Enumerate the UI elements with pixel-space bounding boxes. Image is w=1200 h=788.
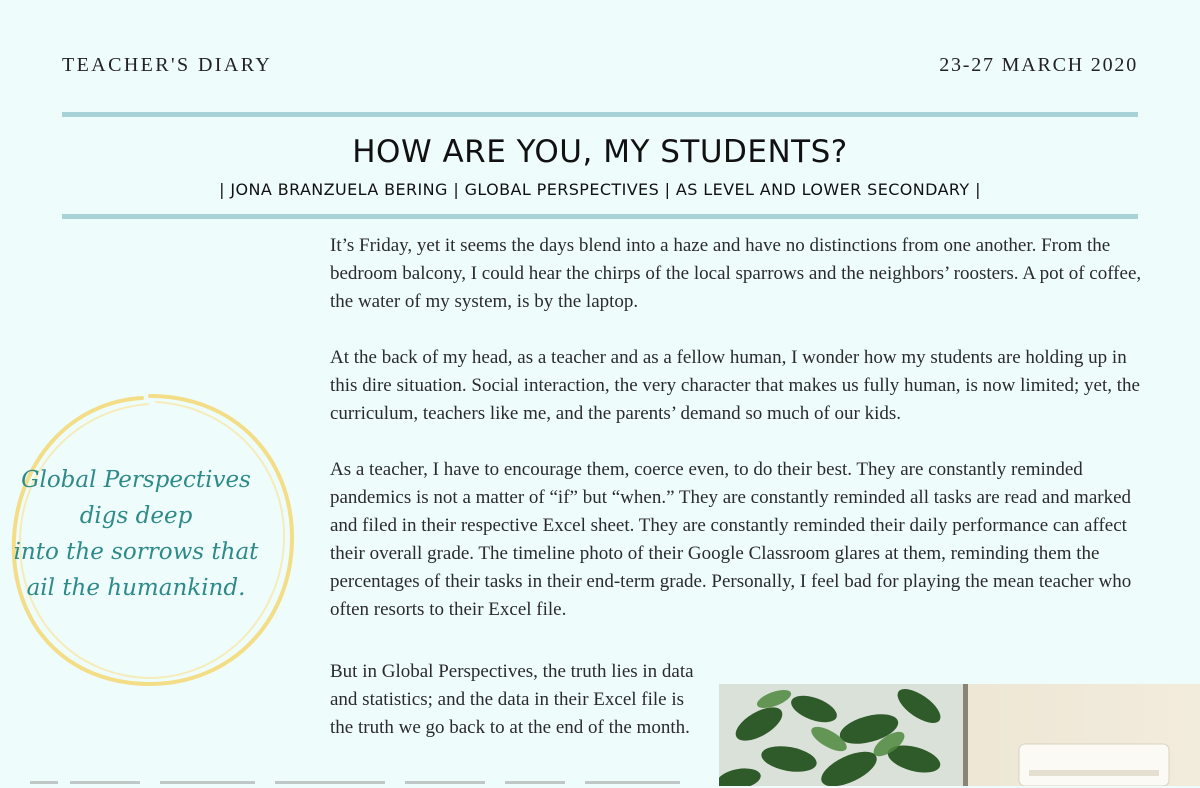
paragraph-3: As a teacher, I have to encourage them, coerce even, to do their best. They are constantly reminded pandemics is not a matter of “if” but “when.” They are constantly reminded all tasks are read and marked and filed in their respective Excel sheet. They are constantly reminded their daily performance can affect their overall grade. The timeline photo of their Google Classroom glares at them, reminding them the percentages of their tasks in their end-term grade. Personally, I feel bad for playing the mean teacher who often resorts to their Excel file.: [330, 459, 1132, 620]
pull-quote-text: [0, 462, 272, 606]
article-body: [330, 232, 1155, 652]
bottom-divider: [62, 214, 1138, 219]
paragraph-1: It’s Friday, yet it seems the days blend into a haze and have no distinctions from one another. From the bedroom balcony, I could hear the chirps of the local sparrows and the neighbors’ roosters. A pot of coffee, the water of my system, is by the laptop.: [330, 235, 1142, 312]
article-byline: | JONA BRANZUELA BERING | GLOBAL PERSPECTIVES | AS LEVEL AND LOWER SECONDARY |: [219, 180, 981, 199]
paragraph-2: At the back of my head, as a teacher and as a fellow human, I wonder how my students are holding up in this dire situation. Social interaction, the very character that makes us fully human, is now limited; yet, the curriculum, teachers like me, and the parents’ demand so much of our kids.: [330, 347, 1140, 424]
pull-quote-line-2: digs deep: [79, 503, 193, 529]
plant-photo-image: [719, 684, 1200, 786]
top-divider: [62, 112, 1138, 117]
pull-quote-line-4: ail the humankind.: [26, 575, 246, 601]
pull-quote-line-3: into the sorrows that: [13, 539, 259, 565]
plant-photo: [719, 684, 1200, 786]
narrow-paragraph: But in Global Perspectives, the truth lies in data and statistics; and the data in their Excel file is the truth we go back to at the end of the month.: [330, 661, 694, 738]
date-range: 23-27 MARCH 2020: [939, 54, 1138, 76]
article-title: HOW ARE YOU, MY STUDENTS?: [352, 134, 848, 170]
pull-quote-line-1: Global Perspectives: [21, 467, 251, 493]
section-label: TEACHER'S DIARY: [62, 54, 273, 76]
